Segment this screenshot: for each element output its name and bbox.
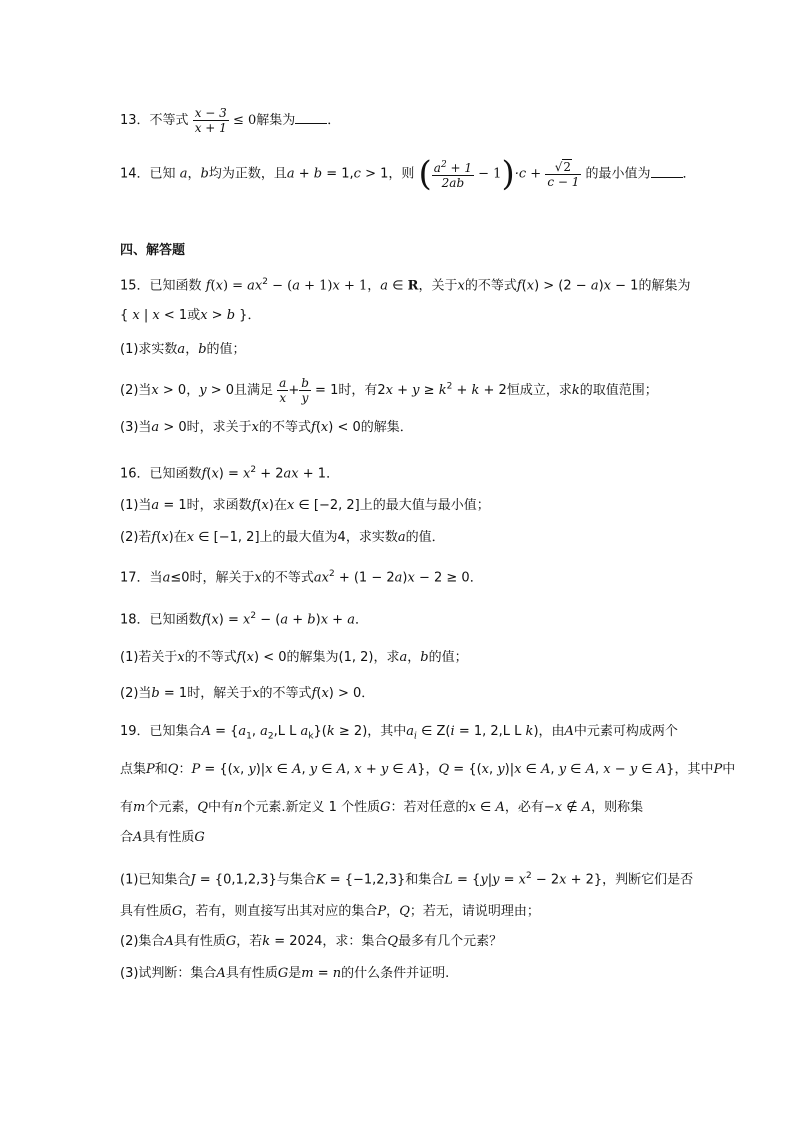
question-19-line4: 合A具有性质G	[120, 830, 205, 845]
question-18-part1: (1)若关于x的不等式f(x) < 0的解集为(1, 2)，求a，b的值；	[120, 650, 468, 665]
question-15-part1: (1)求实数a，b的值；	[120, 342, 246, 357]
question-14: 14．已知 a，b均为正数，且a + b = 1,c > 1，则 ( $\frac{a^2 + 1}{2ab}$ − 1)·c + $\frac{√2}{c - 1}$ 的最小值为 ．	[120, 154, 696, 194]
answer-blank	[651, 165, 683, 178]
answer-blank	[295, 111, 327, 124]
question-13: 13．不等式 $\frac{x - 3}{x + 1}$ ≤ 0解集为 ．	[120, 106, 341, 135]
question-15-part2: (2)当x > 0，y > 0且满足 $\frac{a}{x}$ + $\frac{b}{y}$ = 1时，有$2x + y \ge k^2 + k + 2$恒成立，求k的取值范围；	[120, 376, 658, 405]
question-19-part1: (1)已知集合J = {0,1,2,3}与集合K = {−1,2,3}和集合$L = \{y|y = x^2 - 2x + 2\}$，判断它们是否	[120, 871, 694, 888]
question-19-line2: 点集P和Q：P = {(x, y)|x ∈ A, y ∈ A, x + y ∈ A}，Q = {(x, y)|x ∈ A, y ∈ A, x − y ∈ A}，其中P中	[120, 762, 736, 777]
question-18: 18．已知函数$f(x) = x^2 - (a + b)x + a$．	[120, 611, 368, 628]
question-17: 17．当a≤0时，解关于x的不等式$ax^2 + (1 - 2a)x - 2 \ge 0$．	[120, 569, 483, 586]
question-16-part1: (1)当a = 1时，求函数f(x)在x ∈ [−2, 2]上的最大值与最小值；	[120, 498, 490, 513]
question-19-part1-cont: 具有性质G，若有，则直接写出其对应的集合P，Q；若无，请说明理由；	[120, 904, 540, 919]
question-18-part2: (2)当b = 1时，解关于x的不等式f(x) > 0．	[120, 686, 375, 701]
question-19-line1: 19．已知集合$A = \{a_1$, $a_2,L$ L $a_k\}(k \ge 2)$，其中$a_i$ ∈ Z(i = 1, 2,L L k)，由A中元素可构成两个	[120, 724, 678, 742]
question-19-part3: (3)试判断：集合A具有性质G是m = n的什么条件并证明.	[120, 966, 450, 981]
section-heading: 四、解答题	[120, 243, 186, 258]
question-15-line2: { x | x < 1或x > b }．	[120, 308, 261, 323]
question-15-part3: (3)当a > 0时，求关于x的不等式f(x) < 0的解集．	[120, 420, 413, 435]
fraction: $\frac{x - 3}{x + 1}$	[194, 106, 227, 135]
question-16: 16．已知函数$f(x) = x^2 + 2ax + 1$．	[120, 465, 340, 482]
question-19-part2: (2)集合A具有性质G，若k = 2024，求：集合Q最多有几个元素？	[120, 934, 503, 949]
question-19-line3: 有m个元素，Q中有n个元素.新定义 1 个性质G：若对任意的x ∈ A，必有−x ∉ A，则称集	[120, 800, 644, 815]
question-16-part2: (2)若f(x)在x ∈ [−1, 2]上的最大值为4，求实数a的值．	[120, 530, 445, 545]
question-15-line1: 15．已知函数 $f(x) = ax^2 - (a + 1)x + 1$，a ∈ R，关于x的不等式f(x) > (2 − a)x − 1的解集为	[120, 277, 691, 294]
